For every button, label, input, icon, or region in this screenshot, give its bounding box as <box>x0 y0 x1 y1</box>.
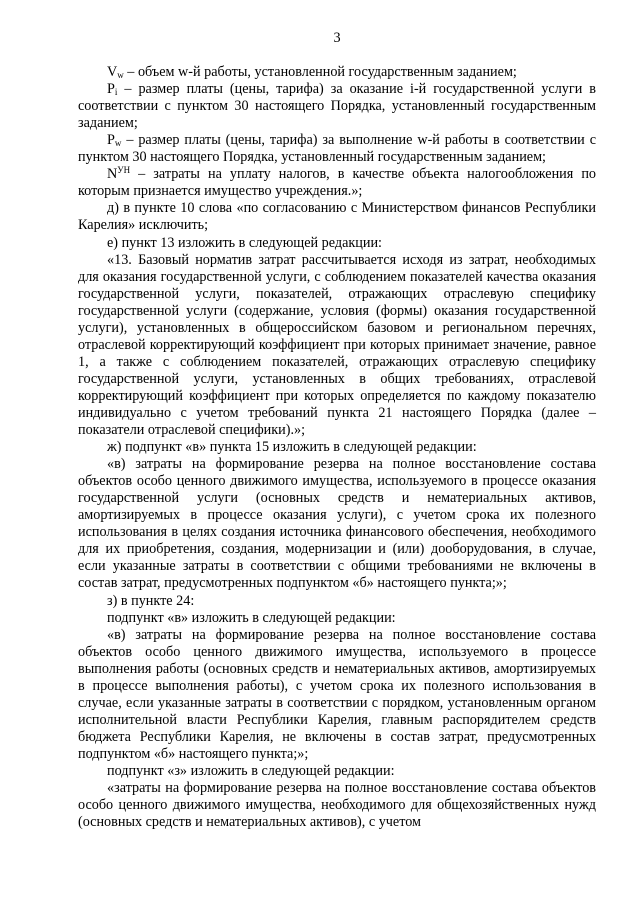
paragraph <box>78 200 596 234</box>
paragraph <box>78 439 596 456</box>
paragraph <box>78 780 596 831</box>
formula-subscript: i <box>114 87 118 98</box>
paragraph <box>78 166 596 200</box>
formula-symbol: V <box>107 64 118 81</box>
paragraph-text: е) пункт 13 изложить в следующей редакции: <box>107 234 382 251</box>
paragraph-text: – размер платы (цены, тарифа) за выполнение w-й работы в соответствии с пунктом 30 настоящего Порядка, установленный государственным заданием; <box>78 132 596 166</box>
paragraph-text: «13. Базовый норматив затрат рассчитывается исходя из затрат, необходимых для оказания государственной услуги, с соблюдением показателей качества оказания государственной услуги, показателей, отражающих отраслевую специфику государственной услуги (содержание, условия (формы) оказания государственной услуги), установленных в общероссийском базовом и региональном перечнях, отраслевой корректирующий коэффициент при которых принимает значение, равное 1, а также с соблюдением показателей, отражающих отраслевую специфику государственной услуги, установленных в общих требованиях, отраслевой корректирующий коэффициент при которых определяется по каждому показателю индивидуально с учетом требований пункта 21 настоящего Порядка (далее – показатели отраслевой специфики).»; <box>78 251 596 439</box>
page-number: 3 <box>333 30 341 46</box>
formula-superscript: УН <box>117 165 131 176</box>
paragraph-text: «в) затраты на формирование резерва на полное восстановление состава объектов особо ценного движимого имущества, используемого в процессе выполнения работы (основных средств и нематериальных активов, амортизируемых в процессе выполнения работы), с учетом срока их полезного использования в случае, если указанные затраты в соответствии с порядком, установленным органом исполнительной власти Республики Карелия, главным распорядителем средств бюджета Республики Карелия, не включены в состав затрат, предусмотренных подпунктом «б» настоящего пункта;»; <box>78 626 596 762</box>
paragraph <box>78 610 596 627</box>
formula-symbol: N <box>107 166 118 183</box>
formula-symbol: P <box>107 81 115 98</box>
formula-subscript: w <box>114 138 122 149</box>
paragraph <box>78 763 596 780</box>
paragraph-text: «в) затраты на формирование резерва на полное восстановление состава объектов особо ценного движимого имущества, используемого в процессе оказания государственной услуги (основных средств и нематериальных активов, амортизируемых в процессе оказания услуги), с учетом срока их полезного использования в целях создания источника финансового обеспечения, необходимого для их приобретения, создания, модернизации и (или) дооборудования, в случае, если указанные затраты в соответствии с общими требованиями не включены в состав затрат, предусмотренных подпунктом «б» настоящего пункта;»; <box>78 456 596 592</box>
paragraph <box>78 132 596 166</box>
formula-subscript: w <box>117 70 124 81</box>
paragraph-text: – затраты на уплату налогов, в качестве объекта налогообложения по которым признается имущество учреждения.»; <box>78 166 596 200</box>
paragraph <box>78 252 596 440</box>
paragraph-text: з) в пункте 24: <box>107 592 195 609</box>
document-body <box>78 64 596 831</box>
paragraph-text: д) в пункте 10 слова «по согласованию с Министерством финансов Республики Карелия» исключить; <box>78 200 596 234</box>
paragraph-text: ж) подпункт «в» пункта 15 изложить в следующей редакции: <box>107 439 477 456</box>
paragraph <box>78 627 596 763</box>
paragraph-text: «затраты на формирование резерва на полное восстановление состава объектов особо ценного движимого имущества, необходимого для общехозяйственных нужд (основных средств и нематериальных активов), с учетом <box>78 780 596 831</box>
paragraph <box>78 235 596 252</box>
paragraph <box>78 593 596 610</box>
paragraph-text: подпункт «з» изложить в следующей редакции: <box>107 762 395 779</box>
document-page <box>78 30 596 831</box>
paragraph <box>78 64 596 81</box>
paragraph <box>78 81 596 132</box>
paragraph <box>78 456 596 592</box>
paragraph-text: – объем w-й работы, установленной государственным заданием; <box>123 64 517 81</box>
formula-symbol: P <box>107 132 115 149</box>
paragraph-text: – размер платы (цены, тарифа) за оказание i-й государственной услуги в соответствии с пунктом 30 настоящего Порядка, установленный государственным заданием; <box>78 81 596 132</box>
paragraph-text: подпункт «в» изложить в следующей редакции: <box>107 609 396 626</box>
